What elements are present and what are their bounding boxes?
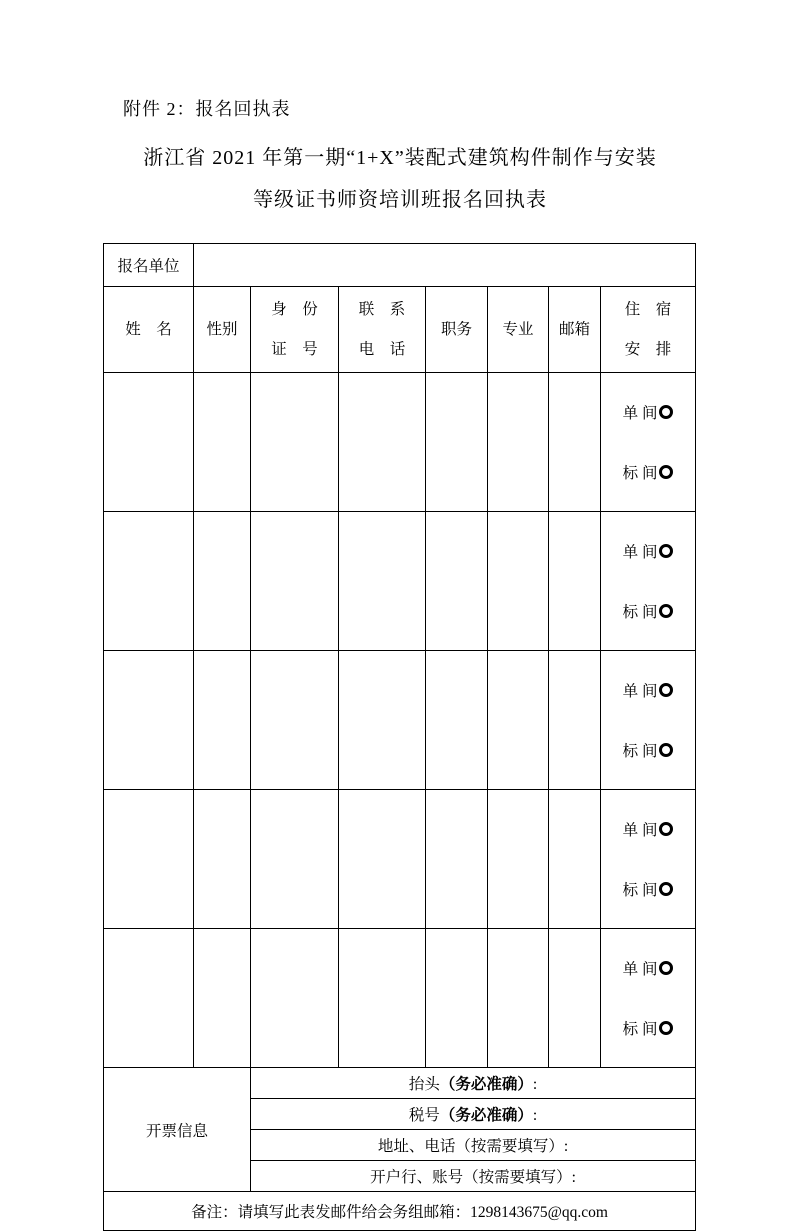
- phone-cell[interactable]: [339, 929, 426, 1068]
- lodging-cell: [601, 651, 696, 790]
- remark-cell: 备注：请填写此表发邮件给会务组邮箱：1298143675@qq.com: [104, 1192, 696, 1231]
- position-cell[interactable]: [426, 373, 488, 512]
- doc-title-line2: 等级证书师资培训班报名回执表: [253, 189, 547, 211]
- name-cell[interactable]: [104, 373, 194, 512]
- header-row: [104, 287, 696, 373]
- data-row-1: [104, 373, 696, 512]
- invoice-title-suffix: :: [532, 1076, 538, 1093]
- radio-circle-icon[interactable]: [659, 683, 673, 697]
- radio-circle-icon[interactable]: [659, 822, 673, 836]
- radio-circle-icon[interactable]: [659, 961, 673, 975]
- header-id-line1: 身 份: [271, 300, 318, 318]
- standard-room-label: 标 间: [622, 465, 658, 482]
- phone-cell[interactable]: [339, 373, 426, 512]
- standard-room-option[interactable]: [601, 729, 695, 771]
- name-cell[interactable]: [104, 790, 194, 929]
- invoice-taxid-prefix: 税号: [408, 1107, 440, 1124]
- data-row-2: [104, 512, 696, 651]
- single-room-label: 单 间: [622, 961, 658, 978]
- phone-cell[interactable]: [339, 790, 426, 929]
- invoice-title-cell[interactable]: [251, 1068, 696, 1099]
- phone-cell[interactable]: [339, 512, 426, 651]
- standard-room-label: 标 间: [622, 743, 658, 760]
- gender-cell[interactable]: [194, 512, 251, 651]
- major-cell[interactable]: [488, 651, 549, 790]
- gender-cell[interactable]: [194, 929, 251, 1068]
- header-id-number: [251, 287, 339, 373]
- header-major: 专业: [488, 287, 549, 373]
- single-room-label: 单 间: [622, 683, 658, 700]
- standard-room-option[interactable]: [601, 1007, 695, 1049]
- header-gender: 性别: [194, 287, 251, 373]
- phone-cell[interactable]: [339, 651, 426, 790]
- radio-circle-icon[interactable]: [659, 882, 673, 896]
- id-cell[interactable]: [251, 790, 339, 929]
- header-lodging-line2: 安 排: [624, 340, 672, 358]
- attachment-label: 附件 2：报名回执表: [123, 99, 291, 119]
- major-cell[interactable]: [488, 929, 549, 1068]
- invoice-bank-cell[interactable]: 开户行、账号（按需要填写）:: [251, 1161, 696, 1192]
- single-room-option[interactable]: [601, 669, 695, 711]
- unit-row: [104, 244, 696, 287]
- invoice-title-prefix: 抬头: [408, 1076, 440, 1093]
- email-cell[interactable]: [549, 512, 601, 651]
- email-cell[interactable]: [549, 651, 601, 790]
- single-room-option[interactable]: [601, 530, 695, 572]
- major-cell[interactable]: [488, 373, 549, 512]
- radio-circle-icon[interactable]: [659, 544, 673, 558]
- id-cell[interactable]: [251, 929, 339, 1068]
- invoice-label: 开票信息: [104, 1068, 251, 1192]
- header-phone-line2: 电 话: [358, 340, 406, 358]
- position-cell[interactable]: [426, 929, 488, 1068]
- unit-label: 报名单位: [104, 244, 194, 287]
- standard-room-label: 标 间: [622, 882, 658, 899]
- lodging-cell: [601, 373, 696, 512]
- single-room-label: 单 间: [622, 822, 658, 839]
- invoice-taxid-cell[interactable]: [251, 1099, 696, 1130]
- radio-circle-icon[interactable]: [659, 465, 673, 479]
- single-room-option[interactable]: [601, 808, 695, 850]
- header-phone-line1: 联 系: [358, 300, 406, 318]
- position-cell[interactable]: [426, 512, 488, 651]
- gender-cell[interactable]: [194, 790, 251, 929]
- major-cell[interactable]: [488, 512, 549, 651]
- header-email: 邮箱: [549, 287, 601, 373]
- id-cell[interactable]: [251, 651, 339, 790]
- standard-room-option[interactable]: [601, 451, 695, 493]
- name-cell[interactable]: [104, 512, 194, 651]
- lodging-cell: [601, 790, 696, 929]
- lodging-cell: [601, 512, 696, 651]
- gender-cell[interactable]: [194, 373, 251, 512]
- name-cell[interactable]: [104, 929, 194, 1068]
- standard-room-label: 标 间: [622, 1021, 658, 1038]
- data-row-5: [104, 929, 696, 1068]
- name-cell[interactable]: [104, 651, 194, 790]
- invoice-address-cell[interactable]: 地址、电话（按需要填写）:: [251, 1130, 696, 1161]
- lodging-cell: [601, 929, 696, 1068]
- doc-title-line1: 浙江省 2021 年第一期“1+X”装配式建筑构件制作与安装: [143, 147, 657, 169]
- radio-circle-icon[interactable]: [659, 604, 673, 618]
- invoice-row-title: [104, 1068, 696, 1099]
- email-cell[interactable]: [549, 373, 601, 512]
- data-row-4: [104, 790, 696, 929]
- single-room-option[interactable]: [601, 947, 695, 989]
- radio-circle-icon[interactable]: [659, 1021, 673, 1035]
- radio-circle-icon[interactable]: [659, 743, 673, 757]
- registration-table: [103, 243, 696, 1231]
- single-room-label: 单 间: [622, 544, 658, 561]
- radio-circle-icon[interactable]: [659, 405, 673, 419]
- data-row-3: [104, 651, 696, 790]
- id-cell[interactable]: [251, 373, 339, 512]
- header-position: 职务: [426, 287, 488, 373]
- header-name: 姓 名: [104, 287, 194, 373]
- standard-room-option[interactable]: [601, 868, 695, 910]
- single-room-option[interactable]: [601, 391, 695, 433]
- standard-room-option[interactable]: [601, 590, 695, 632]
- header-phone: [339, 287, 426, 373]
- invoice-title-bold: （务必准确）: [439, 1076, 533, 1093]
- invoice-taxid-suffix: :: [532, 1107, 538, 1124]
- remark-row: [104, 1192, 696, 1231]
- id-cell[interactable]: [251, 512, 339, 651]
- email-cell[interactable]: [549, 790, 601, 929]
- position-cell[interactable]: [426, 790, 488, 929]
- invoice-taxid-bold: （务必准确）: [439, 1107, 533, 1124]
- gender-cell[interactable]: [194, 651, 251, 790]
- major-cell[interactable]: [488, 790, 549, 929]
- header-id-line2: 证 号: [271, 340, 318, 358]
- position-cell[interactable]: [426, 651, 488, 790]
- single-room-label: 单 间: [622, 405, 658, 422]
- header-lodging-line1: 住 宿: [624, 300, 672, 318]
- email-cell[interactable]: [549, 929, 601, 1068]
- unit-value-cell[interactable]: [194, 244, 696, 287]
- standard-room-label: 标 间: [622, 604, 658, 621]
- header-lodging: [601, 287, 696, 373]
